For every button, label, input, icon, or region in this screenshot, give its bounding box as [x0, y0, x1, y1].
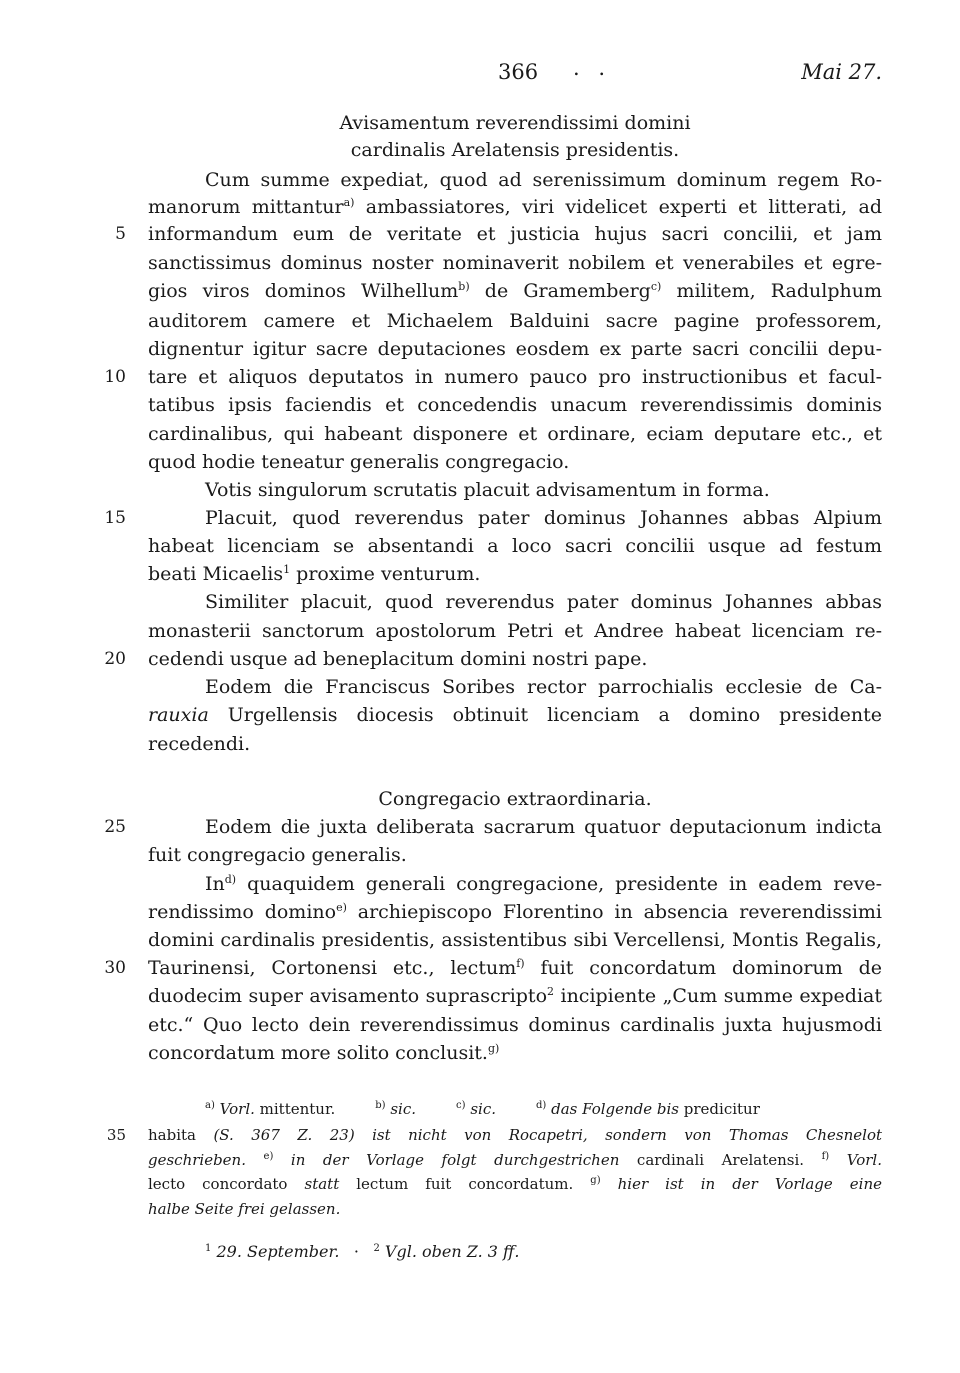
note-text: Vgl. oben Z. 3 ff. — [384, 1242, 520, 1261]
text-line: Similiter placuit, quod reverendus pater dominus Johannes abbas — [205, 591, 882, 613]
text-line — [148, 899, 882, 926]
apparatus-mark: d) — [536, 1100, 547, 1111]
line-number: 25 — [104, 817, 126, 837]
apparatus-text: predicitur — [679, 1100, 760, 1118]
apparatus-text: geschrieben. — [148, 1151, 246, 1169]
text-line — [148, 278, 882, 305]
text-line: Cum summe expediat, quod ad serenissimum dominum regem Ro- — [205, 169, 882, 191]
apparatus-mark: e) — [263, 1151, 274, 1162]
text-line — [148, 702, 882, 729]
text-line — [148, 955, 882, 982]
text-run: duodecim super avisamento suprascripto — [148, 985, 548, 1007]
apparatus-mark: g) — [487, 1042, 500, 1055]
apparatus-text: habita — [148, 1126, 214, 1144]
text-run: proxime venturum. — [290, 563, 481, 585]
text-line: auditorem camere et Michaelem Balduini sacre pagine professorem, — [148, 310, 882, 332]
text-run: beati Micaelis — [148, 563, 284, 585]
text-line: sanctissimus dominus noster nominaverit nobilem et venerabiles et egre- — [148, 252, 882, 274]
line-number: 5 — [115, 224, 126, 244]
text-run-italic: rauxia — [148, 704, 209, 726]
line-number: 15 — [104, 508, 126, 528]
apparatus-line — [148, 1197, 882, 1221]
note-mark: 1 — [205, 1243, 212, 1254]
text-line — [148, 1040, 882, 1067]
note-dot: · — [353, 1242, 359, 1261]
apparatus-mark: c) — [650, 280, 662, 293]
apparatus-text: sic. — [390, 1100, 417, 1118]
apparatus-text: halbe Seite frei gelassen. — [148, 1200, 341, 1218]
line-number: 10 — [104, 367, 126, 387]
title-line: Avisamentum reverendissimi domini — [339, 112, 691, 134]
apparatus-line — [205, 1097, 882, 1121]
note-mark: 1 — [283, 563, 291, 576]
text-run: militem, Radulphum — [661, 280, 882, 302]
apparatus-text: Vorl. — [829, 1151, 882, 1169]
text-run: ambassiatores, viri videlicet experti et litterati, ad — [354, 196, 883, 218]
apparatus-mark: c) — [456, 1100, 466, 1111]
text-run: archiepiscopo Florentino in absencia reverendissimi — [346, 901, 882, 923]
apparatus-mark: e) — [336, 901, 347, 914]
text-line: dignentur igitur sacre deputaciones eosdem ex parte sacri concilii depu- — [148, 338, 882, 360]
text-line: habeat licenciam se absentandi a loco sacri concilii usque ad festum — [148, 535, 882, 557]
line-number: 35 — [106, 1126, 126, 1144]
text-line: tatibus ipsis faciendis et concedendis unacum reverendissimis dominis — [148, 394, 882, 416]
apparatus-text: mittentur. — [254, 1100, 336, 1118]
text-line: Eodem die juxta deliberata sacrarum quatuor deputacionum indicta — [205, 816, 882, 838]
apparatus-mark: f) — [821, 1151, 830, 1162]
text-line: cedendi usque ad beneplacitum domini nostri pape. — [148, 648, 648, 670]
text-line: cardinalibus, qui habeant disponere et ordinare, eciam deputare etc., et — [148, 423, 882, 445]
text-run: quaquidem generali congregacione, presidente in eadem reve- — [236, 873, 882, 895]
text-line: quod hodie teneatur generalis congregacio. — [148, 451, 570, 473]
apparatus-mark: d) — [224, 873, 237, 886]
text-line: domini cardinalis presidentis, assistentibus sibi Vercellensi, Montis Regalis, — [148, 929, 882, 951]
note-text: 29. September. — [216, 1242, 340, 1261]
text-run: fuit concordatum dominorum de — [524, 957, 882, 979]
apparatus-mark: a) — [343, 196, 355, 209]
text-line: Placuit, quod reverendus pater dominus Johannes abbas Alpium — [205, 507, 882, 529]
text-line: fuit congregacio generalis. — [148, 844, 407, 866]
section-title: Congregacio extraordinaria. — [378, 788, 652, 810]
text-line — [148, 983, 882, 1010]
text-line — [148, 561, 882, 588]
apparatus-text: in der Vorlage folgt durchgestrichen — [273, 1151, 620, 1169]
apparatus-mark: f) — [516, 957, 525, 970]
text-run: incipiente „Cum summe expediat — [554, 985, 882, 1007]
line-number: 20 — [104, 649, 126, 669]
apparatus-mark: b) — [375, 1100, 386, 1111]
text-run: gios viros dominos Wilhellum — [148, 280, 459, 302]
apparatus-text: lectum fuit concordatum. — [339, 1175, 574, 1193]
text-run: Taurinensi, Cortonensi etc., lectum — [148, 957, 517, 979]
note-line — [205, 1240, 882, 1264]
apparatus-text: Vorl. — [219, 1100, 255, 1118]
apparatus-text: (S. 367 Z. 23) ist nicht von Rocapetri, sondern von Thomas Chesnelot — [213, 1126, 882, 1144]
apparatus-mark: a) — [205, 1100, 215, 1111]
line-number: 30 — [104, 958, 126, 978]
text-run: manorum mittantur — [148, 196, 344, 218]
text-line: monasterii sanctorum apostolorum Petri et Andree habeat licenciam re- — [148, 620, 882, 642]
text-line: Eodem die Franciscus Soribes rector parrochialis ecclesie de Ca- — [205, 676, 882, 698]
page-number: 366 — [498, 60, 539, 84]
running-head — [148, 56, 882, 90]
text-line: recedendi. — [148, 733, 251, 755]
apparatus-text: cardinali Arelatensi. — [619, 1151, 805, 1169]
text-line — [148, 194, 882, 221]
apparatus-text: das Folgende bis — [551, 1100, 680, 1118]
text-run: rendissimo domino — [148, 901, 337, 923]
apparatus-mark: g) — [590, 1175, 601, 1186]
text-run: In — [205, 873, 225, 895]
text-run: de Gramemberg — [469, 280, 651, 302]
note-mark: 2 — [547, 985, 555, 998]
apparatus-text: lecto concordato — [148, 1175, 305, 1193]
text-line: tare et aliquos deputatos in numero pauco pro instructionibus et facul- — [148, 366, 882, 388]
note-mark: 2 — [373, 1243, 380, 1254]
apparatus-line — [148, 1148, 882, 1172]
text-run: Urgellensis diocesis obtinuit licenciam a domino presidente — [208, 704, 882, 726]
text-line — [205, 871, 882, 898]
apparatus-text: hier ist in der Vorlage eine — [600, 1175, 882, 1193]
text-line: informandum eum de veritate et justicia hujus sacri concilii, et jam — [148, 223, 882, 245]
header-dots: . . — [573, 56, 612, 80]
title-line: cardinalis Arelatensis presidentis. — [350, 139, 680, 161]
apparatus-text: sic. — [470, 1100, 496, 1118]
apparatus-text: statt — [304, 1175, 340, 1193]
header-date: Mai 27. — [801, 60, 882, 84]
apparatus-line — [148, 1123, 882, 1147]
apparatus-line — [148, 1172, 882, 1196]
text-run: concordatum more solito conclusit. — [148, 1042, 488, 1064]
text-line: Votis singulorum scrutatis placuit advisamentum in forma. — [205, 479, 770, 501]
text-line: etc.“ Quo lecto dein reverendissimus dominus cardinalis juxta hujusmodi — [148, 1014, 882, 1036]
apparatus-mark: b) — [458, 280, 470, 293]
